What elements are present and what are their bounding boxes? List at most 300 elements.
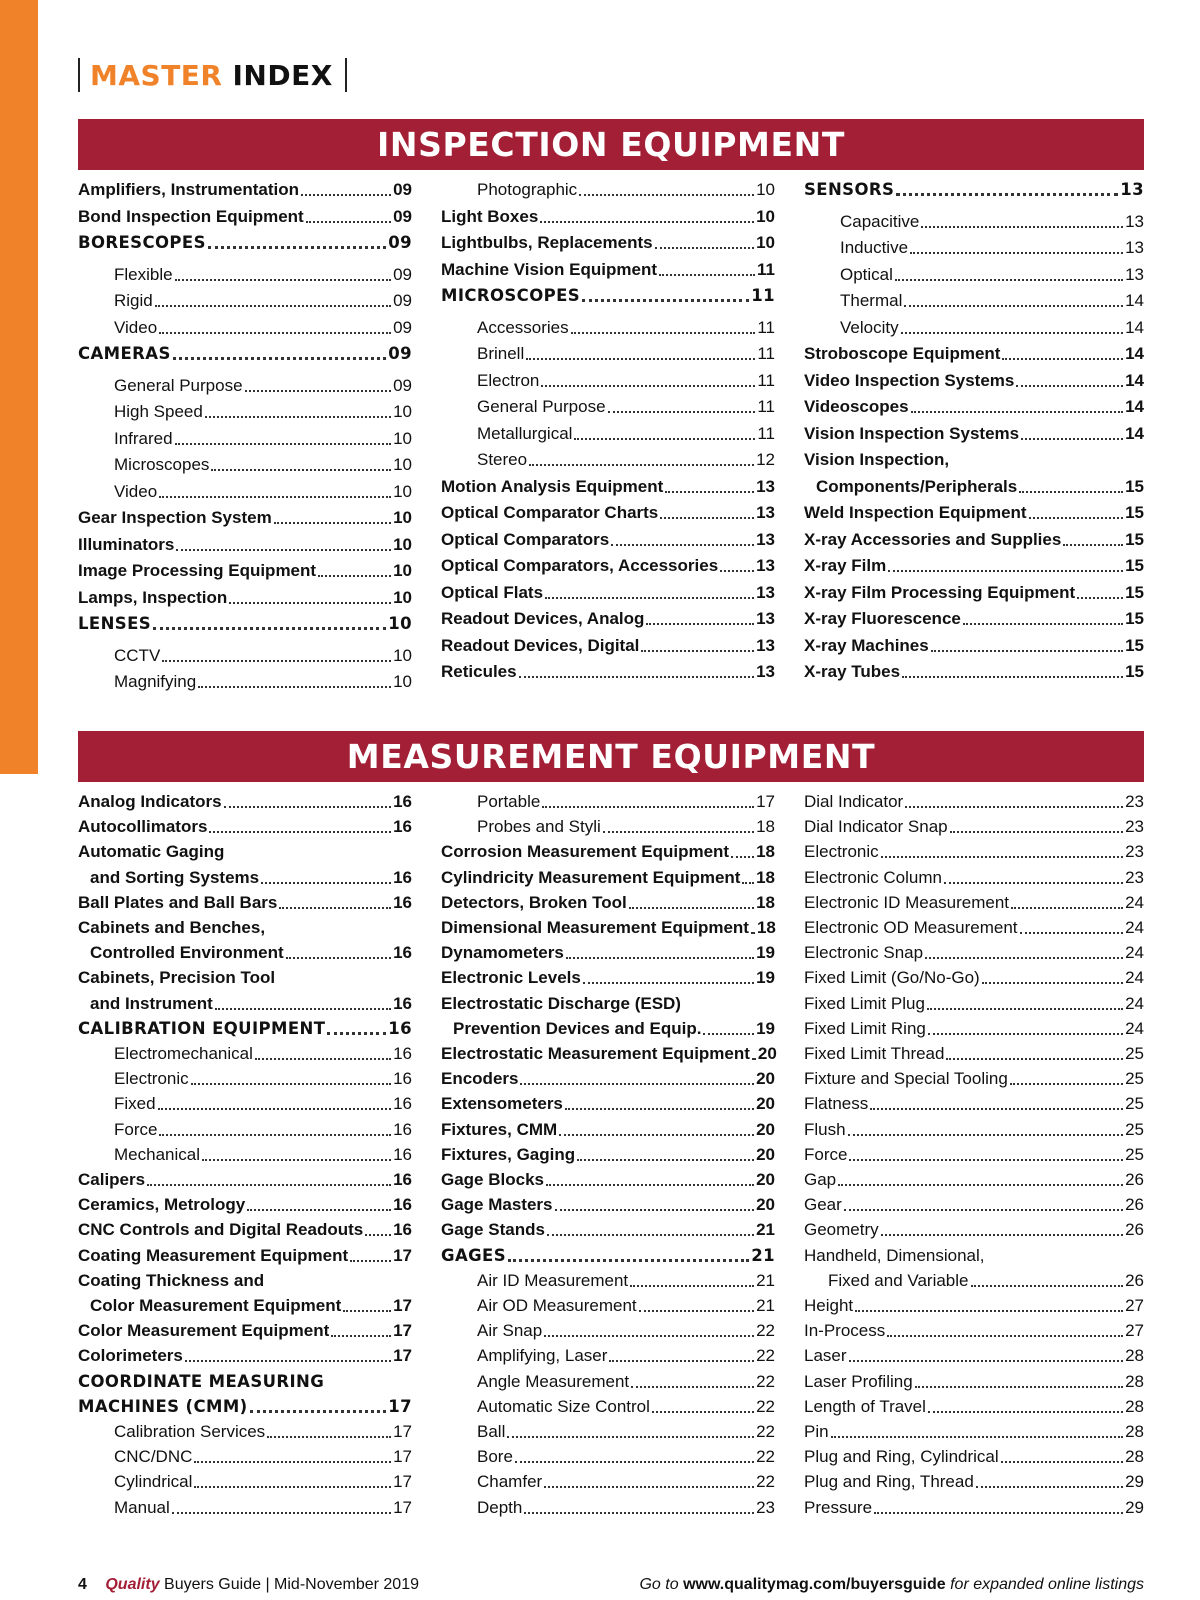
entry-page-number: 09 xyxy=(393,291,412,310)
section-banner-measurement: MEASUREMENT EQUIPMENT xyxy=(78,731,1144,782)
dot-leader xyxy=(931,650,1123,652)
index-entry xyxy=(78,1018,412,1040)
footer-right xyxy=(639,1576,1144,1594)
footer-goto-prefix: Go to xyxy=(639,1576,679,1593)
index-entry xyxy=(441,232,775,254)
footer-page-number: 4 xyxy=(78,1576,87,1593)
entry-label: High Speed xyxy=(114,402,203,421)
dot-leader xyxy=(301,194,391,196)
index-entry xyxy=(78,613,412,635)
index-entry xyxy=(804,608,1144,630)
entry-label: and Sorting Systems xyxy=(90,867,260,887)
index-entry xyxy=(78,232,412,254)
entry-label: Depth xyxy=(477,1497,523,1517)
dot-leader xyxy=(902,676,1123,678)
dot-leader xyxy=(175,443,391,445)
entry-label: Fixed Limit Ring xyxy=(804,1018,926,1038)
entry-page-number: 11 xyxy=(751,286,775,305)
entry-label: Photographic xyxy=(477,180,578,199)
entry-label: Calibration Services xyxy=(114,1422,266,1441)
index-entry xyxy=(804,264,1144,286)
entry-page-number: 10 xyxy=(393,534,412,554)
entry-label: Autocollimators xyxy=(78,817,208,837)
entry-page-number: 18 xyxy=(756,842,775,862)
entry-page-number: 21 xyxy=(756,1220,775,1240)
index-entry xyxy=(78,401,412,423)
entry-page-number: 15 xyxy=(1125,503,1144,522)
entry-label: Electronic Levels xyxy=(441,968,581,988)
entry-label: BORESCOPES xyxy=(78,233,206,252)
entry-label: Illuminators xyxy=(78,534,175,554)
index-entry xyxy=(441,449,775,471)
dot-leader xyxy=(155,305,391,307)
dot-leader xyxy=(752,1058,756,1060)
header-divider-right xyxy=(345,58,347,92)
index-entry xyxy=(441,1194,775,1216)
dot-leader xyxy=(603,831,754,833)
entry-page-number: 17 xyxy=(393,1497,412,1517)
entry-label: Coating Measurement Equipment xyxy=(78,1245,349,1265)
dot-leader xyxy=(910,252,1123,254)
dot-leader xyxy=(659,274,755,276)
index-entry xyxy=(78,343,412,365)
index-entry xyxy=(78,1421,412,1443)
entry-label: Gage Blocks xyxy=(441,1170,544,1189)
entry-label: Electronic Snap xyxy=(804,943,924,963)
index-entry xyxy=(804,892,1144,914)
entry-label: Force xyxy=(114,1119,158,1139)
entry-label: Reticules xyxy=(441,662,517,681)
entry-page-number: 21 xyxy=(756,1270,775,1290)
index-entry xyxy=(78,534,412,556)
dot-leader xyxy=(526,358,755,360)
entry-label: In-Process xyxy=(804,1321,886,1341)
index-entry xyxy=(78,1245,412,1267)
entry-label: Stroboscope Equipment xyxy=(804,344,1001,363)
entry-page-number: 10 xyxy=(393,402,412,421)
entry-page-number: 17 xyxy=(393,1447,412,1467)
index-entry xyxy=(804,635,1144,657)
index-entry xyxy=(804,942,1144,964)
index-entry xyxy=(804,582,1144,604)
entry-label: LENSES xyxy=(78,614,152,633)
dot-leader xyxy=(639,1310,754,1312)
index-entry xyxy=(78,1371,412,1393)
entry-label: Image Processing Equipment xyxy=(78,561,317,580)
index-entry xyxy=(804,917,1144,939)
entry-page-number: 09 xyxy=(393,206,412,226)
entry-label: Vision Inspection, xyxy=(804,450,950,469)
entry-label: Length of Travel xyxy=(804,1396,926,1416)
entry-page-number: 25 xyxy=(1125,1119,1144,1139)
index-entry xyxy=(78,317,412,339)
entry-page-number: 14 xyxy=(1125,317,1144,337)
entry-label: Flatness xyxy=(804,1094,869,1114)
index-entry xyxy=(804,993,1144,1015)
index-entry xyxy=(804,179,1144,201)
entry-page-number: 22 xyxy=(756,1371,775,1391)
entry-page-number: 16 xyxy=(393,1119,412,1139)
dot-leader xyxy=(507,1436,754,1438)
index-entry xyxy=(804,1396,1144,1418)
entry-label: Capacitive xyxy=(840,211,920,231)
index-entry xyxy=(804,211,1144,233)
index-entry xyxy=(804,1119,1144,1141)
entry-label: Gap xyxy=(804,1170,837,1189)
index-entry xyxy=(441,582,775,604)
entry-page-number: 09 xyxy=(388,344,412,363)
entry-page-number: 16 xyxy=(393,1094,412,1114)
entry-page-number: 22 xyxy=(756,1422,775,1441)
entry-label: Electronic OD Measurement xyxy=(804,918,1018,937)
entry-page-number: 17 xyxy=(393,1245,412,1265)
entry-page-number: 20 xyxy=(756,1119,775,1139)
entry-page-number: 26 xyxy=(1125,1195,1144,1215)
index-entry xyxy=(441,343,775,365)
index-entry xyxy=(441,1119,775,1141)
dot-leader xyxy=(555,1209,755,1211)
entry-label: Lightbulbs, Replacements xyxy=(441,233,653,252)
entry-page-number: 09 xyxy=(388,233,412,252)
dot-leader xyxy=(660,517,754,519)
index-entry xyxy=(441,1471,775,1493)
dot-leader xyxy=(524,1512,754,1514)
entry-page-number: 23 xyxy=(1125,817,1144,837)
entry-page-number: 14 xyxy=(1125,423,1144,443)
index-entry xyxy=(78,1194,412,1216)
dot-leader xyxy=(1077,597,1123,599)
index-entry xyxy=(804,1018,1144,1040)
entry-label: Video xyxy=(114,481,158,501)
entry-label: Handheld, Dimensional, xyxy=(804,1245,985,1265)
entry-page-number: 10 xyxy=(393,672,412,691)
entry-page-number: 10 xyxy=(393,508,412,527)
entry-page-number: 23 xyxy=(1125,867,1144,887)
dot-leader xyxy=(520,1083,754,1085)
entry-page-number: 23 xyxy=(756,1497,775,1517)
entry-page-number: 24 xyxy=(1125,892,1144,912)
entry-label: Brinell xyxy=(477,344,525,363)
dot-leader xyxy=(327,1032,386,1035)
dot-leader xyxy=(630,1285,754,1287)
index-entry xyxy=(78,1169,412,1191)
entry-label: Optical Comparators, Accessories xyxy=(441,556,719,575)
dot-leader xyxy=(831,1436,1124,1438)
dot-leader xyxy=(173,357,387,360)
entry-label: Air ID Measurement xyxy=(477,1270,629,1290)
entry-page-number: 18 xyxy=(756,892,775,912)
dot-leader xyxy=(365,1234,391,1236)
entry-label: Vision Inspection Systems xyxy=(804,423,1020,443)
entry-page-number: 17 xyxy=(388,1396,412,1416)
index-entry xyxy=(441,370,775,392)
entry-label: Motion Analysis Equipment xyxy=(441,476,664,496)
entry-label: Flush xyxy=(804,1119,846,1139)
entry-label: Colorimeters xyxy=(78,1346,183,1366)
entry-page-number: 24 xyxy=(1125,968,1144,988)
index-entry xyxy=(441,1245,775,1267)
entry-label: Microscopes xyxy=(114,455,210,474)
entry-label: Angle Measurement xyxy=(477,1371,630,1391)
index-entry xyxy=(441,1093,775,1115)
entry-label: Manual xyxy=(114,1497,170,1517)
index-entry xyxy=(78,1270,412,1292)
footer-publication: Buyers Guide xyxy=(164,1576,261,1593)
index-entry xyxy=(78,791,412,813)
dot-leader xyxy=(577,1159,754,1161)
dot-leader xyxy=(542,806,754,808)
entry-page-number: 24 xyxy=(1125,918,1144,937)
entry-page-number: 28 xyxy=(1125,1447,1144,1467)
index-entry xyxy=(78,1119,412,1141)
entry-label: CNC Controls and Digital Readouts xyxy=(78,1220,364,1240)
entry-label: Cabinets, Precision Tool xyxy=(78,968,276,988)
index-entry xyxy=(804,555,1144,577)
index-entry xyxy=(441,1497,775,1519)
dot-leader xyxy=(147,1184,391,1186)
entry-label: Automatic Gaging xyxy=(78,842,225,862)
entry-page-number: 22 xyxy=(756,1396,775,1416)
entry-label: Velocity xyxy=(840,317,899,337)
entry-label: Electrostatic Discharge (ESD) xyxy=(441,993,681,1013)
entry-label: Electronic xyxy=(114,1069,189,1089)
entry-label: Readout Devices, Analog xyxy=(441,609,645,628)
entry-label: Fixtures, Gaging xyxy=(441,1144,576,1164)
index-entry xyxy=(78,867,412,889)
entry-label: Gear Inspection System xyxy=(78,508,272,527)
index-entry xyxy=(441,317,775,339)
dot-leader xyxy=(350,1260,391,1262)
dot-leader xyxy=(582,299,749,302)
entry-page-number: 13 xyxy=(1125,211,1144,231)
entry-page-number: 20 xyxy=(756,1170,775,1189)
header-divider-left xyxy=(78,58,80,92)
entry-page-number: 13 xyxy=(756,503,775,522)
entry-page-number: 13 xyxy=(1125,264,1144,284)
index-entry xyxy=(441,1144,775,1166)
entry-page-number: 16 xyxy=(393,1170,412,1189)
index-entry xyxy=(441,423,775,445)
entry-page-number: 24 xyxy=(1125,1018,1144,1038)
entry-page-number: 25 xyxy=(1125,1044,1144,1063)
entry-page-number: 10 xyxy=(393,645,412,665)
index-entry xyxy=(804,423,1144,445)
footer-left xyxy=(78,1576,419,1594)
index-entry xyxy=(78,917,412,939)
entry-page-number: 11 xyxy=(757,259,775,279)
entry-label: Analog Indicators xyxy=(78,792,222,811)
entry-page-number: 13 xyxy=(756,635,775,655)
entry-label: Electron xyxy=(477,370,540,390)
index-entry xyxy=(441,1270,775,1292)
dot-leader xyxy=(1011,907,1123,909)
entry-page-number: 24 xyxy=(1125,943,1144,963)
entry-label: Cylindrical xyxy=(114,1472,193,1492)
entry-label: Optical xyxy=(840,264,893,284)
index-entry xyxy=(441,1219,775,1241)
entry-label: Electromechanical xyxy=(114,1044,253,1063)
entry-label: Videoscopes xyxy=(804,397,909,416)
dot-leader xyxy=(546,1184,754,1186)
entry-page-number: 15 xyxy=(1125,662,1144,681)
index-entry xyxy=(804,1371,1144,1393)
index-entry xyxy=(78,507,412,529)
entry-label: Calipers xyxy=(78,1170,146,1189)
entry-page-number: 20 xyxy=(757,1044,777,1063)
dot-leader xyxy=(1019,491,1123,493)
dot-leader xyxy=(1010,1083,1123,1085)
entry-label: Flexible xyxy=(114,264,173,284)
entry-label: General Purpose xyxy=(477,397,606,416)
entry-page-number: 22 xyxy=(756,1447,775,1467)
index-entry xyxy=(804,1144,1144,1166)
index-entry xyxy=(804,867,1144,889)
entry-page-number: 16 xyxy=(393,993,412,1013)
entry-label: MACHINES (CMM) xyxy=(78,1396,248,1416)
index-entry xyxy=(441,502,775,524)
entry-label: Magnifying xyxy=(114,672,197,691)
entry-page-number: 25 xyxy=(1125,1144,1144,1164)
index-entry xyxy=(441,476,775,498)
dot-leader xyxy=(946,1058,1123,1060)
entry-page-number: 13 xyxy=(756,609,775,628)
entry-label: CCTV xyxy=(114,645,161,665)
entry-label: Height xyxy=(804,1296,854,1315)
entry-label: Electronic ID Measurement xyxy=(804,892,1010,912)
index-entry xyxy=(78,1396,412,1418)
entry-page-number: 17 xyxy=(393,1346,412,1366)
entry-label: Light Boxes xyxy=(441,206,539,226)
index-entry xyxy=(78,816,412,838)
index-entry xyxy=(441,1421,775,1443)
entry-label: Gear xyxy=(804,1195,842,1215)
entry-page-number: 29 xyxy=(1125,1472,1144,1492)
entry-page-number: 19 xyxy=(756,943,775,963)
entry-page-number: 23 xyxy=(1125,792,1144,811)
entry-label: Plug and Ring, Cylindrical xyxy=(804,1447,999,1467)
footer-brand: Quality xyxy=(105,1576,160,1593)
entry-page-number: 09 xyxy=(393,375,412,395)
index-entry xyxy=(78,375,412,397)
entry-label: Electrostatic Measurement Equipment xyxy=(441,1044,750,1063)
entry-page-number: 11 xyxy=(757,317,775,337)
entry-label: Infrared xyxy=(114,428,173,448)
index-entry xyxy=(78,1471,412,1493)
entry-page-number: 13 xyxy=(756,662,775,681)
entry-page-number: 17 xyxy=(393,1321,412,1341)
entry-label: Dial Indicator xyxy=(804,792,904,811)
entry-page-number: 11 xyxy=(757,370,775,390)
entry-label: Amplifiers, Instrumentation xyxy=(78,180,300,199)
entry-label: Video Inspection Systems xyxy=(804,370,1015,390)
dot-leader xyxy=(1021,438,1123,440)
entry-page-number: 22 xyxy=(756,1472,775,1492)
entry-page-number: 24 xyxy=(1125,993,1144,1013)
dot-leader xyxy=(881,856,1123,858)
entry-page-number: 16 xyxy=(388,1018,412,1038)
entry-page-number: 27 xyxy=(1125,1321,1144,1341)
entry-label: Lamps, Inspection xyxy=(78,587,228,607)
entry-page-number: 16 xyxy=(393,792,412,811)
dot-leader xyxy=(911,411,1124,413)
entry-page-number: 10 xyxy=(393,455,412,474)
entry-page-number: 10 xyxy=(388,614,412,633)
dot-leader xyxy=(611,544,754,546)
dot-leader xyxy=(927,1008,1123,1010)
index-entry xyxy=(441,1446,775,1468)
entry-label: MICROSCOPES xyxy=(441,286,581,305)
entry-label: Dimensional Measurement Equipment xyxy=(441,918,749,937)
dot-leader xyxy=(172,1512,391,1514)
dot-leader xyxy=(976,1486,1123,1488)
dot-leader xyxy=(515,1461,754,1463)
entry-page-number: 29 xyxy=(1125,1497,1144,1517)
footer-goto-suffix: for expanded online listings xyxy=(950,1576,1144,1593)
dot-leader xyxy=(565,1108,754,1110)
entry-label: Probes and Styli xyxy=(477,817,601,837)
entry-label: Dial Indicator Snap xyxy=(804,817,948,837)
entry-page-number: 18 xyxy=(756,867,775,887)
dot-leader xyxy=(153,627,386,630)
entry-page-number: 16 xyxy=(393,943,412,963)
entry-label: Optical Flats xyxy=(441,582,544,602)
entry-page-number: 16 xyxy=(393,867,412,887)
entry-page-number: 28 xyxy=(1125,1422,1144,1441)
entry-label: Machine Vision Equipment xyxy=(441,259,657,279)
index-entry xyxy=(441,1295,775,1317)
entry-page-number: 17 xyxy=(393,1472,412,1492)
entry-label: Mechanical xyxy=(114,1144,200,1164)
index-entry xyxy=(804,343,1144,365)
entry-label: Laser Profiling xyxy=(804,1371,913,1391)
entry-label: Fixture and Special Tooling xyxy=(804,1069,1008,1089)
entry-page-number: 16 xyxy=(393,1044,412,1063)
header-word-master: MASTER xyxy=(90,58,223,92)
entry-page-number: 13 xyxy=(1120,180,1144,199)
entry-page-number: 09 xyxy=(393,180,412,199)
entry-page-number: 26 xyxy=(1125,1220,1144,1240)
entry-label: SENSORS xyxy=(804,180,895,199)
entry-label: Pin xyxy=(804,1422,829,1441)
index-entry xyxy=(804,529,1144,551)
entry-label: Fixed and Variable xyxy=(828,1270,969,1290)
index-entry xyxy=(804,1421,1144,1443)
index-entry xyxy=(78,645,412,667)
entry-label: Fixed Limit Plug xyxy=(804,993,925,1013)
dot-leader xyxy=(540,221,754,223)
index-entry xyxy=(78,428,412,450)
footer-url-link[interactable]: www.qualitymag.com/buyersguide xyxy=(683,1576,946,1593)
dot-leader xyxy=(1029,517,1123,519)
entry-page-number: 15 xyxy=(1125,635,1144,655)
entry-label: Ball xyxy=(477,1422,506,1441)
entry-page-number: 17 xyxy=(756,792,775,811)
entry-label: Fixed Limit (Go/No-Go) xyxy=(804,968,980,988)
dot-leader xyxy=(202,1159,391,1161)
dot-leader xyxy=(191,1083,391,1085)
index-entry xyxy=(78,454,412,476)
index-entry xyxy=(441,661,775,683)
entry-page-number: 10 xyxy=(756,180,775,199)
index-entry xyxy=(78,1497,412,1519)
entry-label: Coating Thickness and xyxy=(78,1270,265,1290)
index-entry xyxy=(441,967,775,989)
dot-leader xyxy=(162,660,391,662)
dot-leader xyxy=(608,411,756,413)
dot-leader xyxy=(609,1360,754,1362)
index-entry xyxy=(804,1219,1144,1241)
dot-leader xyxy=(208,246,386,249)
